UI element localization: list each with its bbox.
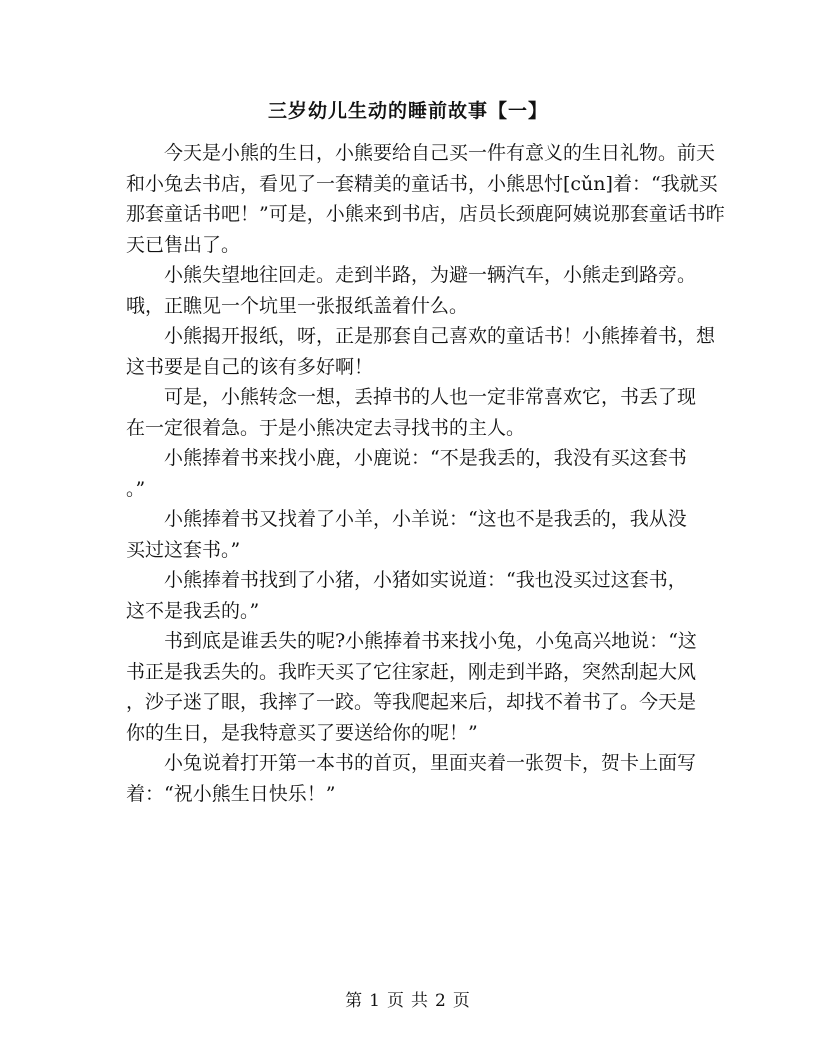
paragraph-line: 哦，正瞧见一个坑里一张报纸盖着什么。 <box>126 294 469 317</box>
paragraph-8 <box>126 626 697 748</box>
paragraph-line: 书到底是谁丢失的呢?小熊捧着书来找小兔，小兔高兴地说：“这 <box>164 630 697 652</box>
page-footer <box>0 986 816 1011</box>
paragraph-line: 小兔说着打开第一本书的首页，里面夹着一张贺卡，贺卡上面写 <box>164 752 697 774</box>
paragraph-line: 小熊捧着书找到了小猪，小猪如实说道：“我也没买过这套书， <box>164 569 687 591</box>
paragraph-line: ，沙子迷了眼，我摔了一跤。等我爬起来后，却找不着书了。今天是 <box>126 691 697 713</box>
paragraph-line: 小熊失望地往回走。走到半路，为避一辆汽车，小熊走到路旁。 <box>164 264 697 286</box>
footer-page-word: 页 <box>387 991 405 1011</box>
paragraph-1 <box>126 138 725 260</box>
paragraph-line: 买过这套书。” <box>126 538 241 561</box>
total-pages-number: 2 <box>435 991 447 1011</box>
paragraph-7 <box>126 565 694 626</box>
paragraph-line: 着：“祝小熊生日快乐！” <box>126 782 336 805</box>
paragraph-line: 在一定很着急。于是小熊决定去寻找书的主人。 <box>126 416 526 439</box>
paragraph-3 <box>126 321 716 382</box>
footer-suffix: 页 <box>452 991 471 1011</box>
paragraph-line: 今天是小熊的生日，小熊要给自己买一件有意义的生日礼物。前天 <box>164 142 716 164</box>
paragraph-line: 你的生日，是我特意买了要送给你的呢！” <box>126 721 478 744</box>
document-title: 三岁幼儿生动的睡前故事【一】 <box>267 100 548 122</box>
paragraph-6 <box>126 504 694 565</box>
paragraph-line: 这不是我丢的。” <box>126 599 260 622</box>
story-body <box>126 138 725 809</box>
paragraph-line: 天已售出了。 <box>126 233 241 256</box>
footer-total-word: 共 <box>411 991 429 1011</box>
paragraph-line: 那套童话书吧！”可是，小熊来到书店，店员长颈鹿阿姨说那套童话书昨 <box>126 203 725 225</box>
current-page-number: 1 <box>369 991 381 1011</box>
paragraph-line: 和小兔去书店，看见了一套精美的童话书，小熊思忖[cǔn]着：“我就买 <box>126 172 718 195</box>
paragraph-5 <box>126 443 694 504</box>
paragraph-line: 书正是我丢失的。我昨天买了它往家赶，刚走到半路，突然刮起大风 <box>126 660 697 683</box>
paragraph-line: 。” <box>126 477 146 500</box>
paragraph-4 <box>126 382 697 443</box>
paragraph-line: 小熊揭开报纸，呀，正是那套自己喜欢的童话书！小熊捧着书，想 <box>164 325 716 347</box>
paragraph-line: 这书要是自己的该有多好啊！ <box>126 355 374 378</box>
paragraph-line: 可是，小熊转念一想，丢掉书的人也一定非常喜欢它，书丢了现 <box>164 386 697 408</box>
paragraph-line: 小熊捧着书又找着了小羊，小羊说：“这也不是我丢的，我从没 <box>164 508 687 530</box>
paragraph-9 <box>126 748 697 809</box>
paragraph-line: 小熊捧着书来找小鹿，小鹿说：“不是我丢的，我没有买这套书 <box>164 447 687 469</box>
footer-prefix: 第 <box>345 991 364 1011</box>
paragraph-2 <box>126 260 697 321</box>
